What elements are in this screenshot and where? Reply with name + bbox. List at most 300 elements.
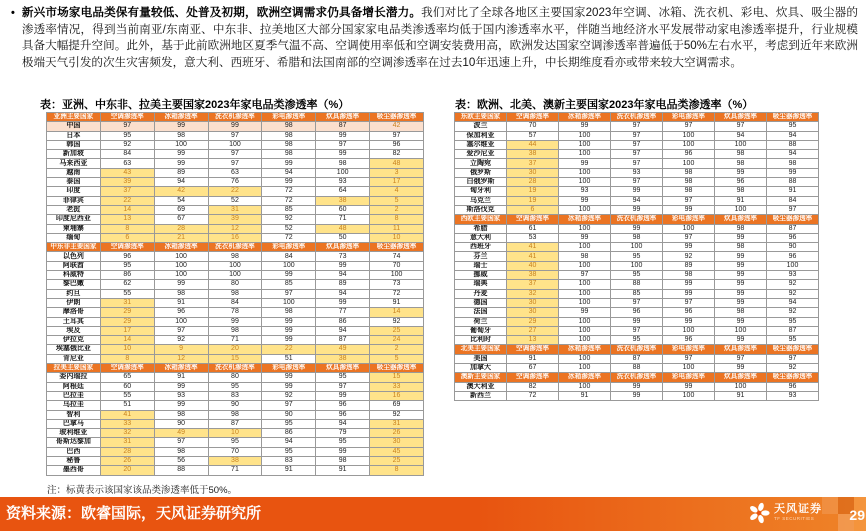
country-row	[47, 336, 424, 345]
table-cell: 98	[316, 456, 370, 465]
country-row	[455, 224, 819, 233]
table-cell: 90	[767, 243, 819, 252]
table-cell: 99	[715, 252, 767, 261]
table-cell: 100	[559, 205, 611, 214]
table-cell: 87	[767, 224, 819, 233]
table-cell: 99	[262, 326, 316, 335]
table-cell: 88	[767, 140, 819, 149]
country-row	[47, 401, 424, 410]
table-cell: 法国	[455, 308, 507, 317]
country-row	[455, 196, 819, 205]
table-cell: 69	[370, 401, 424, 410]
country-row	[455, 289, 819, 298]
table-cell: 100	[767, 261, 819, 270]
country-row	[455, 122, 819, 131]
country-row	[47, 271, 424, 280]
table-cell: 94	[316, 271, 370, 280]
table-cell: 19	[507, 187, 559, 196]
table-cell: 美国	[455, 354, 507, 363]
table-cell: 99	[611, 187, 663, 196]
table-cell: 99	[154, 150, 208, 159]
country-row	[455, 140, 819, 149]
table-cell: 48	[316, 224, 370, 233]
table-cell: 82	[507, 382, 559, 391]
table-cell: 29	[100, 308, 154, 317]
table-cell: 77	[316, 308, 370, 317]
table-cell: 99	[559, 196, 611, 205]
table-cell: 90	[262, 410, 316, 419]
country-row	[47, 317, 424, 326]
country-row	[47, 308, 424, 317]
table-cell: 40	[507, 261, 559, 270]
table-cell: 92	[767, 280, 819, 289]
table-cell: 31	[100, 438, 154, 447]
paragraph-body: 我们对比了全球各地区主要国家2023年空调、冰箱、洗衣机、彩电、炊具、吸尘器的渗透率情况，得到当前南亚/东南亚、中东非、拉美地区大部分国家家电品类渗透率均低于国内渗透率水平，伴随当地经济水平发展带动家电渗透率提升，行业规模具备大幅提升空间。此外，基于此前欧洲地区夏季气温不高、空调使用率低和空调安装费用高，欧洲发达国家空调渗透率普遍低于50%左右水平，考虑到近年来欧洲极端天气引发的次生灾害频发，意大利、西班牙、希腊和法国南部的空调渗透率在过去10年迅速上升，中长期维度看亦或带来较大空调需求。	[21, 6, 858, 69]
table-cell: 57	[507, 131, 559, 140]
table-cell: 99	[208, 317, 262, 326]
table-cell: 冰箱渗透率	[154, 364, 208, 373]
table-cell: 意大利	[455, 233, 507, 242]
asia-mea-latam-table	[46, 112, 424, 476]
table-cell: 33	[100, 419, 154, 428]
country-row	[455, 326, 819, 335]
table-cell: 空调渗透率	[507, 215, 559, 224]
table-cell: 北美主要国家	[455, 345, 507, 354]
table-cell: 99	[663, 317, 715, 326]
table-cell: 72	[262, 233, 316, 242]
table-cell: 97	[663, 196, 715, 205]
table-cell: 吸尘器渗透率	[767, 113, 819, 122]
table-cell: 67	[154, 215, 208, 224]
table-cell: 94	[611, 196, 663, 205]
table-cell: 吸尘器渗透率	[370, 113, 424, 122]
table-cell: 澳大利亚	[455, 382, 507, 391]
table-cell: 97	[715, 122, 767, 131]
table-cell: 巴西	[47, 447, 101, 456]
table-cell: 新西兰	[455, 391, 507, 400]
table-cell: 43	[100, 168, 154, 177]
table-cell: 99	[715, 336, 767, 345]
table-cell: 87	[767, 326, 819, 335]
table-cell: 78	[208, 308, 262, 317]
table-cell: 波兰	[455, 122, 507, 131]
table-cell: 99	[611, 224, 663, 233]
table-cell: 89	[663, 261, 715, 270]
country-row	[47, 280, 424, 289]
table-cell: 挪威	[455, 271, 507, 280]
table-cell: 100	[663, 364, 715, 373]
table-cell: 61	[507, 224, 559, 233]
country-row	[455, 187, 819, 196]
table-cell: 76	[208, 178, 262, 187]
table-cell: 100	[559, 131, 611, 140]
table-cell: 85	[262, 205, 316, 214]
table-cell: 41	[507, 243, 559, 252]
table-cell: 94	[262, 168, 316, 177]
country-row	[455, 308, 819, 317]
table-cell: 丹麦	[455, 289, 507, 298]
table-cell: 99	[663, 280, 715, 289]
table-cell: 99	[316, 298, 370, 307]
table-cell: 14	[100, 205, 154, 214]
table-cell: 91	[507, 354, 559, 363]
table-cell: 洗衣机渗透率	[208, 364, 262, 373]
table-cell: 15	[370, 373, 424, 382]
country-row	[455, 233, 819, 242]
table-cell: 巴拿马	[47, 419, 101, 428]
table-cell: 84	[208, 298, 262, 307]
table-cell: 空调渗透率	[507, 113, 559, 122]
table-cell: 90	[208, 401, 262, 410]
country-row	[455, 159, 819, 168]
table-cell: 72	[370, 289, 424, 298]
country-row	[47, 391, 424, 400]
table-cell: 38	[316, 354, 370, 363]
table-cell: 冰箱渗透率	[154, 243, 208, 252]
country-row	[47, 289, 424, 298]
table-cell: 100	[715, 205, 767, 214]
country-row	[47, 354, 424, 363]
table-cell: 94	[767, 298, 819, 307]
table-cell: 哥斯达黎加	[47, 438, 101, 447]
table-cell: 95	[208, 438, 262, 447]
table-cell: 100	[154, 252, 208, 261]
table-cell: 印度尼西亚	[47, 215, 101, 224]
table-cell: 炊具渗透率	[715, 113, 767, 122]
table-cell: 12	[208, 224, 262, 233]
table-cell: 29	[100, 317, 154, 326]
table-cell: 97	[611, 326, 663, 335]
table-cell: 20	[208, 345, 262, 354]
table-cell: 荷兰	[455, 317, 507, 326]
table-cell: 98	[154, 131, 208, 140]
table-cell: 74	[370, 252, 424, 261]
table-cell: 90	[154, 419, 208, 428]
table-cell: 西欧主要国家	[455, 215, 507, 224]
table-cell: 99	[262, 178, 316, 187]
table-cell: 84	[767, 196, 819, 205]
table-cell: 100	[370, 271, 424, 280]
table-cell: 100	[559, 364, 611, 373]
table-cell: 71	[316, 215, 370, 224]
table-cell: 31	[100, 298, 154, 307]
table-cell: 98	[154, 289, 208, 298]
table-cell: 97	[100, 122, 154, 131]
table-cell: 87	[611, 354, 663, 363]
table-cell: 拉美主要国家	[47, 364, 101, 373]
table-cell: 99	[611, 391, 663, 400]
table-cell: 98	[208, 326, 262, 335]
table-cell: 98	[262, 150, 316, 159]
table-cell: 100	[559, 317, 611, 326]
table-cell: 95	[611, 252, 663, 261]
table-cell: 100	[663, 140, 715, 149]
table-cell: 99	[316, 150, 370, 159]
country-row	[455, 336, 819, 345]
table-cell: 日本	[47, 131, 101, 140]
table-cell: 14	[370, 308, 424, 317]
tf-flower-icon	[748, 502, 770, 524]
table-cell: 100	[154, 271, 208, 280]
table-cell: 95	[208, 382, 262, 391]
table-cell: 100	[715, 140, 767, 149]
table-cell: 97	[611, 131, 663, 140]
table-cell: 32	[100, 429, 154, 438]
country-row	[47, 419, 424, 428]
table-cell: 摩洛哥	[47, 308, 101, 317]
table-cell: 99	[663, 382, 715, 391]
table-cell: 69	[154, 205, 208, 214]
table-cell: 53	[507, 233, 559, 242]
table-cell: 柬埔寨	[47, 224, 101, 233]
table-cell: 比利时	[455, 336, 507, 345]
table-cell: 80	[208, 280, 262, 289]
table-cell: 96	[370, 140, 424, 149]
table-cell: 100	[559, 178, 611, 187]
table-cell: 4	[370, 187, 424, 196]
table-cell: 93	[611, 168, 663, 177]
table-cell: 空调渗透率	[507, 373, 559, 382]
table-cell: 91	[262, 466, 316, 475]
country-row	[455, 205, 819, 214]
table-cell: 韩国	[47, 140, 101, 149]
table-cell: 38	[507, 150, 559, 159]
table-cell: 99	[715, 289, 767, 298]
table-cell: 100	[663, 159, 715, 168]
table-cell: 86	[262, 429, 316, 438]
table-cell: 8	[100, 354, 154, 363]
section-header-row	[47, 113, 424, 122]
table-cell: 炊具渗透率	[715, 345, 767, 354]
country-row	[47, 429, 424, 438]
table-cell: 99	[611, 317, 663, 326]
table-cell: 41	[100, 410, 154, 419]
table-cell: 63	[208, 168, 262, 177]
table-cell: 56	[154, 456, 208, 465]
table-cell: 86	[316, 317, 370, 326]
table-cell: 冰箱渗透率	[559, 215, 611, 224]
table-cell: 100	[559, 168, 611, 177]
table-cell: 26	[100, 456, 154, 465]
country-row	[47, 150, 424, 159]
table-cell: 100	[663, 224, 715, 233]
table-cell: 98	[154, 410, 208, 419]
table-cell: 91	[767, 187, 819, 196]
country-row	[47, 373, 424, 382]
country-row	[455, 261, 819, 270]
table-cell: 99	[559, 122, 611, 131]
table-cell: 99	[767, 168, 819, 177]
table-cell: 98	[316, 159, 370, 168]
table-cell: 乌克兰	[455, 196, 507, 205]
table-cell: 东欧主要国家	[455, 113, 507, 122]
table-cell: 中国	[47, 122, 101, 131]
table-cell: 28	[154, 224, 208, 233]
table-cell: 32	[507, 289, 559, 298]
table-cell: 97	[262, 289, 316, 298]
table-cell: 冰箱渗透率	[559, 345, 611, 354]
table-cell: 100	[663, 131, 715, 140]
table-cell: 98	[208, 410, 262, 419]
table-cell: 13	[507, 336, 559, 345]
table-cell: 约旦	[47, 289, 101, 298]
table-cell: 99	[715, 298, 767, 307]
table-cell: 13	[100, 215, 154, 224]
table-cell: 100	[559, 261, 611, 270]
table-cell: 79	[316, 429, 370, 438]
table-cell: 99	[154, 122, 208, 131]
table-cell: 55	[100, 391, 154, 400]
table-cell: 42	[154, 187, 208, 196]
table-cell: 彩电渗透率	[262, 113, 316, 122]
table-cell: 96	[663, 150, 715, 159]
table-cell: 埃及	[47, 326, 101, 335]
table-cell: 70	[370, 261, 424, 270]
table-cell: 97	[611, 178, 663, 187]
table-cell: 95	[100, 261, 154, 270]
table-cell: 84	[262, 252, 316, 261]
table-cell: 空调渗透率	[507, 345, 559, 354]
country-row	[47, 168, 424, 177]
table-cell: 西班牙	[455, 243, 507, 252]
table-cell: 98	[262, 308, 316, 317]
table-cell: 97	[611, 159, 663, 168]
table-cell: 98	[663, 271, 715, 280]
source-text: 资料来源：欧睿国际，天风证券研究所	[6, 505, 262, 522]
country-row	[47, 261, 424, 270]
table-cell: 42	[370, 122, 424, 131]
country-row	[455, 271, 819, 280]
table-cell: 22	[100, 196, 154, 205]
table-cell: 73	[370, 280, 424, 289]
section-header-row	[455, 113, 819, 122]
table-cell: 21	[154, 233, 208, 242]
table-cell: 29	[507, 317, 559, 326]
table-cell: 德国	[455, 298, 507, 307]
table-cell: 30	[507, 298, 559, 307]
summary-paragraph	[11, 5, 858, 71]
table-cell: 45	[370, 447, 424, 456]
table-cell: 99	[559, 308, 611, 317]
table-cell: 匈牙利	[455, 187, 507, 196]
table-cell: 96	[100, 252, 154, 261]
table-cell: 49	[316, 345, 370, 354]
table-cell: 17	[370, 178, 424, 187]
table-cell: 16	[208, 233, 262, 242]
brand-name: 天风证券	[774, 503, 822, 516]
table-cell: 加拿大	[455, 364, 507, 373]
table-cell: 94	[316, 419, 370, 428]
country-row	[455, 391, 819, 400]
table-cell: 瑞典	[455, 280, 507, 289]
table-cell: 100	[559, 140, 611, 149]
table-cell: 60	[100, 382, 154, 391]
table-cell: 25	[370, 326, 424, 335]
table-cell: 30	[507, 308, 559, 317]
table-cell: 委内瑞拉	[47, 373, 101, 382]
table-cell: 洗衣机渗透率	[611, 215, 663, 224]
table-cell: 100	[559, 298, 611, 307]
table-cell: 14	[100, 336, 154, 345]
table-cell: 95	[100, 131, 154, 140]
table-cell: 39	[100, 178, 154, 187]
country-row	[47, 233, 424, 242]
table-cell: 98	[715, 159, 767, 168]
table-cell: 93	[767, 391, 819, 400]
table-cell: 肯尼亚	[47, 354, 101, 363]
table-cell: 88	[611, 364, 663, 373]
table-cell: 28	[507, 178, 559, 187]
table-cell: 99	[154, 280, 208, 289]
table-cell: 冰箱渗透率	[154, 113, 208, 122]
table-cell: 25	[370, 456, 424, 465]
table-cell: 11	[370, 224, 424, 233]
table-cell: 99	[262, 271, 316, 280]
table-cell: 彩电渗透率	[663, 215, 715, 224]
table-cell: 99	[154, 382, 208, 391]
table-cell: 6	[507, 205, 559, 214]
table-cell: 越南	[47, 168, 101, 177]
table-cell: 98	[715, 187, 767, 196]
table-cell: 炊具渗透率	[316, 364, 370, 373]
table-cell: 19	[507, 196, 559, 205]
table-cell: 5	[370, 354, 424, 363]
table-cell: 91	[559, 391, 611, 400]
table-cell: 100	[559, 326, 611, 335]
table-cell: 48	[370, 159, 424, 168]
table-cell: 92	[767, 364, 819, 373]
table-cell: 97	[767, 205, 819, 214]
table-cell: 86	[100, 271, 154, 280]
country-row	[47, 122, 424, 131]
table-cell: 97	[262, 401, 316, 410]
table-cell: 5	[370, 196, 424, 205]
footnote: 注：标黄表示该国家该品类渗透率低于50%。	[47, 485, 238, 496]
table-cell: 塞尔维亚	[455, 140, 507, 149]
table-cell: 93	[767, 271, 819, 280]
table-cell: 100	[559, 336, 611, 345]
table-cell: 马来西亚	[47, 159, 101, 168]
table-cell: 8	[370, 466, 424, 475]
table-cell: 70	[507, 122, 559, 131]
table-cell: 96	[663, 308, 715, 317]
table-cell: 97	[715, 354, 767, 363]
table-cell: 99	[316, 261, 370, 270]
table-cell: 84	[100, 150, 154, 159]
table-cell: 100	[208, 140, 262, 149]
table-cell: 52	[262, 224, 316, 233]
table-cell: 99	[611, 382, 663, 391]
table-cell: 94	[154, 178, 208, 187]
table-cell: 99	[715, 271, 767, 280]
table-cell: 31	[208, 205, 262, 214]
table-cell: 91	[715, 391, 767, 400]
table-cell: 科威特	[47, 271, 101, 280]
table-cell: 95	[262, 447, 316, 456]
table-cell: 96	[316, 410, 370, 419]
table-cell: 92	[154, 336, 208, 345]
table-cell: 72	[262, 187, 316, 196]
brand-subtitle: TF SECURITIES	[774, 516, 815, 522]
table-cell: 16	[370, 391, 424, 400]
table-cell: 99	[262, 382, 316, 391]
table-cell: 黎巴嫩	[47, 280, 101, 289]
table-cell: 97	[154, 438, 208, 447]
table-cell: 洗衣机渗透率	[611, 373, 663, 382]
table-cell: 67	[507, 364, 559, 373]
table-cell: 73	[316, 252, 370, 261]
table-cell: 94	[316, 326, 370, 335]
